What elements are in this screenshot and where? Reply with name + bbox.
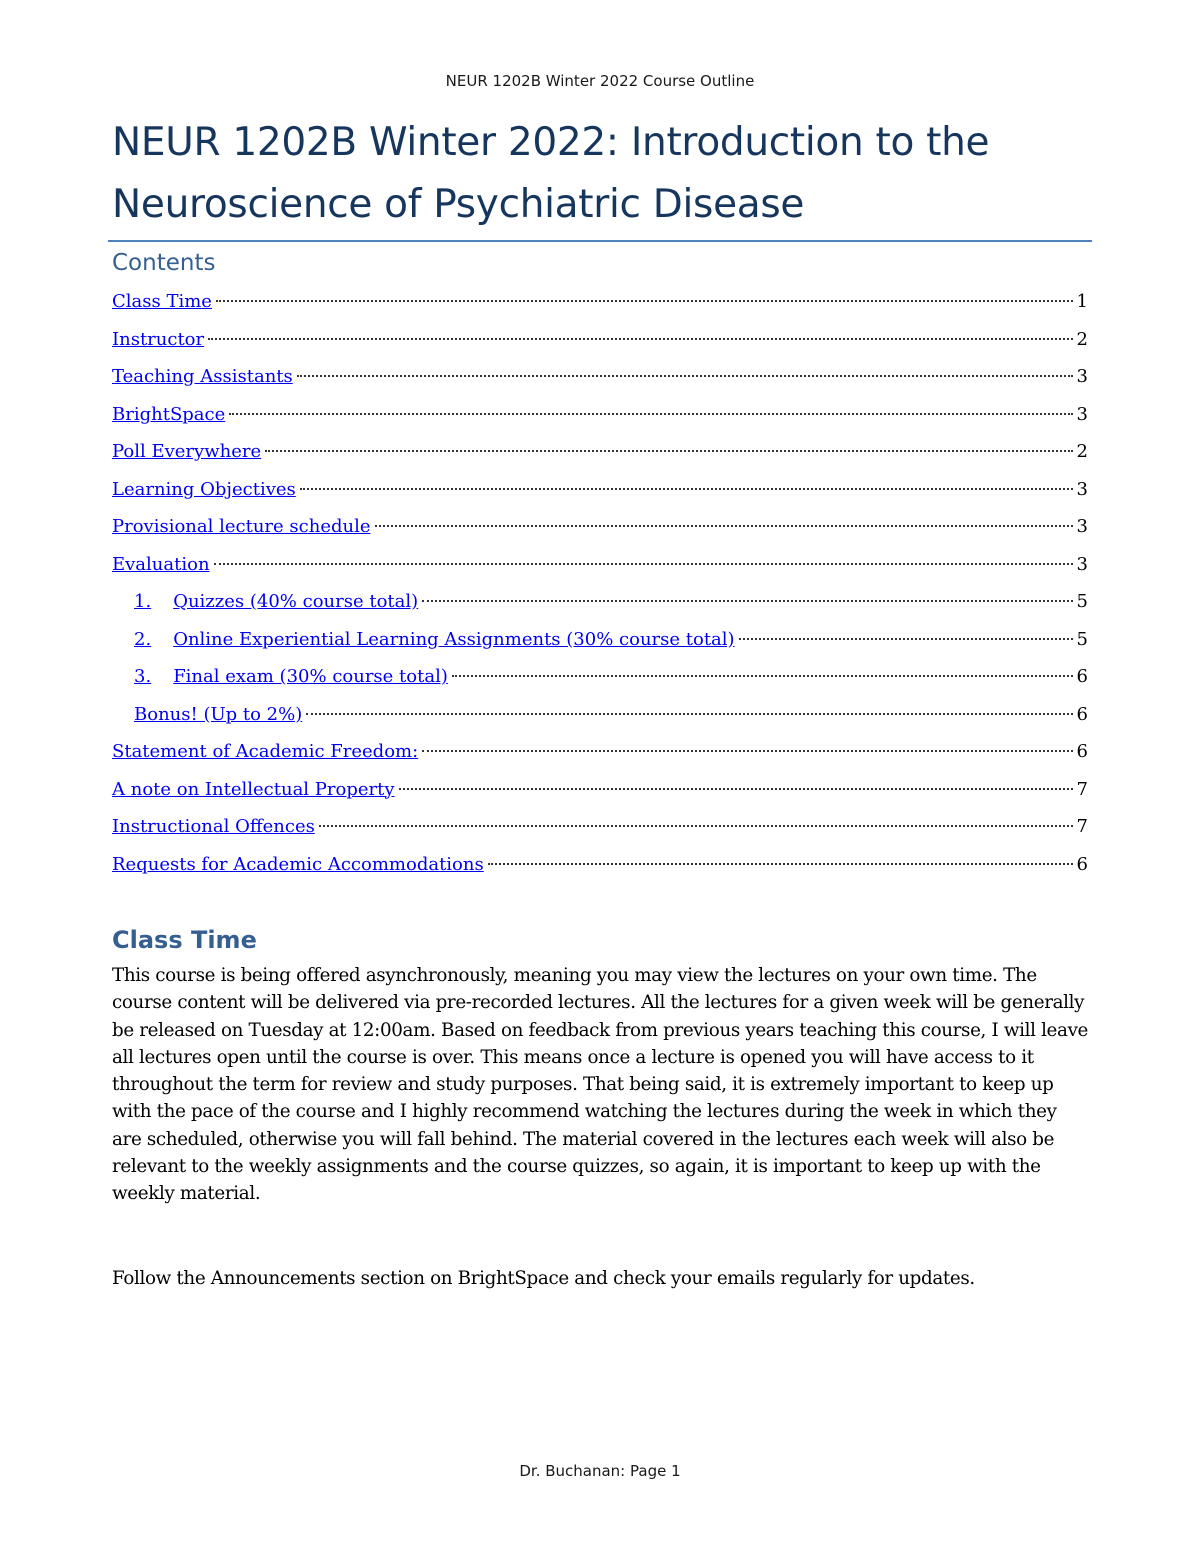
toc-link[interactable]: Statement of Academic Freedom: [112, 741, 419, 762]
toc-page-number: 7 [1076, 778, 1088, 800]
toc-leader [208, 338, 1072, 340]
toc-link[interactable]: Quizzes (40% course total) [173, 591, 419, 612]
toc-leader [229, 413, 1072, 415]
toc-item-number[interactable]: 3. [134, 666, 152, 687]
toc-entry-assignments[interactable] [112, 621, 1088, 659]
toc-link[interactable]: Instructor [112, 328, 205, 350]
toc-leader [265, 450, 1072, 452]
toc-entry-final-exam[interactable] [112, 658, 1088, 696]
title-divider [108, 240, 1092, 242]
toc-item-number[interactable]: 1. [134, 591, 152, 612]
toc-leader [300, 488, 1073, 490]
toc-heading: Contents [112, 250, 216, 276]
toc-page-number: 5 [1076, 591, 1088, 612]
toc-entry-academic-freedom[interactable] [112, 733, 1088, 771]
toc-link[interactable]: Online Experiential Learning Assignments (30% course total) [173, 628, 735, 650]
toc-page-number: 2 [1076, 328, 1088, 350]
announcements-paragraph: Follow the Announcements section on BrightSpace and check your emails regularly for updates. [112, 1268, 975, 1289]
toc-page-number: 6 [1076, 741, 1088, 762]
toc-leader [375, 525, 1073, 527]
toc-leader [422, 600, 1072, 602]
page-footer: Dr. Buchanan: Page 1 [519, 1462, 681, 1480]
toc-link[interactable]: BrightSpace [112, 403, 226, 425]
toc-entry-bonus[interactable] [112, 696, 1088, 734]
toc-page-number: 1 [1076, 291, 1088, 312]
toc-page-number: 3 [1076, 366, 1088, 387]
toc-entry-evaluation[interactable] [112, 546, 1088, 584]
toc-page-number: 2 [1076, 441, 1088, 462]
toc-entry-accommodations[interactable] [112, 846, 1088, 884]
document-title: NEUR 1202B Winter 2022: Introduction to the Neuroscience of Psychiatric Disease [112, 120, 990, 227]
page-header: NEUR 1202B Winter 2022 Course Outline [445, 72, 755, 90]
toc-page-number: 5 [1076, 628, 1088, 650]
toc-link[interactable]: Poll Everywhere [112, 441, 262, 462]
toc-leader [319, 825, 1073, 827]
toc-page-number: 3 [1076, 516, 1088, 537]
toc-entry-brightspace[interactable] [112, 396, 1088, 434]
toc-leader [214, 563, 1073, 565]
toc-entry-lecture-schedule[interactable] [112, 508, 1088, 546]
toc-leader [488, 863, 1073, 865]
toc-leader [306, 713, 1072, 715]
toc-page-number: 3 [1076, 553, 1088, 575]
toc-entry-poll-everywhere[interactable] [112, 433, 1088, 471]
table-of-contents [112, 283, 1088, 883]
toc-leader [739, 638, 1073, 640]
toc-link[interactable]: A note on Intellectual Property [112, 778, 395, 800]
toc-page-number: 3 [1076, 478, 1088, 500]
toc-link[interactable]: Requests for Academic Accommodations [112, 853, 484, 875]
toc-entry-instructor[interactable] [112, 321, 1088, 359]
toc-link[interactable]: Teaching Assistants [112, 366, 293, 387]
toc-page-number: 6 [1076, 666, 1088, 687]
toc-leader [452, 675, 1073, 677]
toc-link[interactable]: Evaluation [112, 553, 210, 575]
toc-link[interactable]: Bonus! (Up to 2%) [134, 703, 303, 725]
toc-link[interactable]: Learning Objectives [112, 478, 296, 500]
toc-link[interactable]: Instructional Offences [112, 816, 315, 837]
toc-page-number: 7 [1076, 816, 1088, 837]
toc-link[interactable]: Final exam (30% course total) [173, 666, 448, 687]
toc-link[interactable]: Class Time [112, 291, 212, 312]
section-heading-class-time: Class Time [112, 926, 257, 954]
toc-entry-class-time[interactable] [112, 283, 1088, 321]
toc-entry-learning-objectives[interactable] [112, 471, 1088, 509]
toc-entry-intellectual-property[interactable] [112, 771, 1088, 809]
toc-entry-quizzes[interactable] [112, 583, 1088, 621]
toc-item-number[interactable]: 2. [134, 628, 152, 650]
toc-leader [399, 788, 1073, 790]
toc-entry-teaching-assistants[interactable] [112, 358, 1088, 396]
toc-page-number: 6 [1076, 853, 1088, 875]
toc-page-number: 3 [1076, 403, 1088, 425]
toc-entry-instructional-offences[interactable] [112, 808, 1088, 846]
toc-page-number: 6 [1076, 703, 1088, 725]
toc-leader [422, 750, 1072, 752]
toc-leader [297, 375, 1073, 377]
toc-link[interactable]: Provisional lecture schedule [112, 516, 371, 537]
class-time-paragraph: This course is being offered asynchronously, meaning you may view the lectures on your own time. The course content will be delivered via pre-recorded lectures. All the lectures for a given week will be generally be released on Tuesday at 12:00am. Based on feedback from previous years teaching this course, I will leave all lectures open until the course is over. This means once a lecture is opened you will have access to it throughout the term for review and study purposes. That being said, it is extremely important to keep up with the pace of the course and I highly recommend watching the lectures during the week in which they are scheduled, otherwise you will fall behind. The material covered in the lectures each week will also be relevant to the weekly assignments and the course quizzes, so again, it is important to keep up with the weekly material. [112, 965, 1089, 1205]
toc-leader [216, 300, 1073, 302]
